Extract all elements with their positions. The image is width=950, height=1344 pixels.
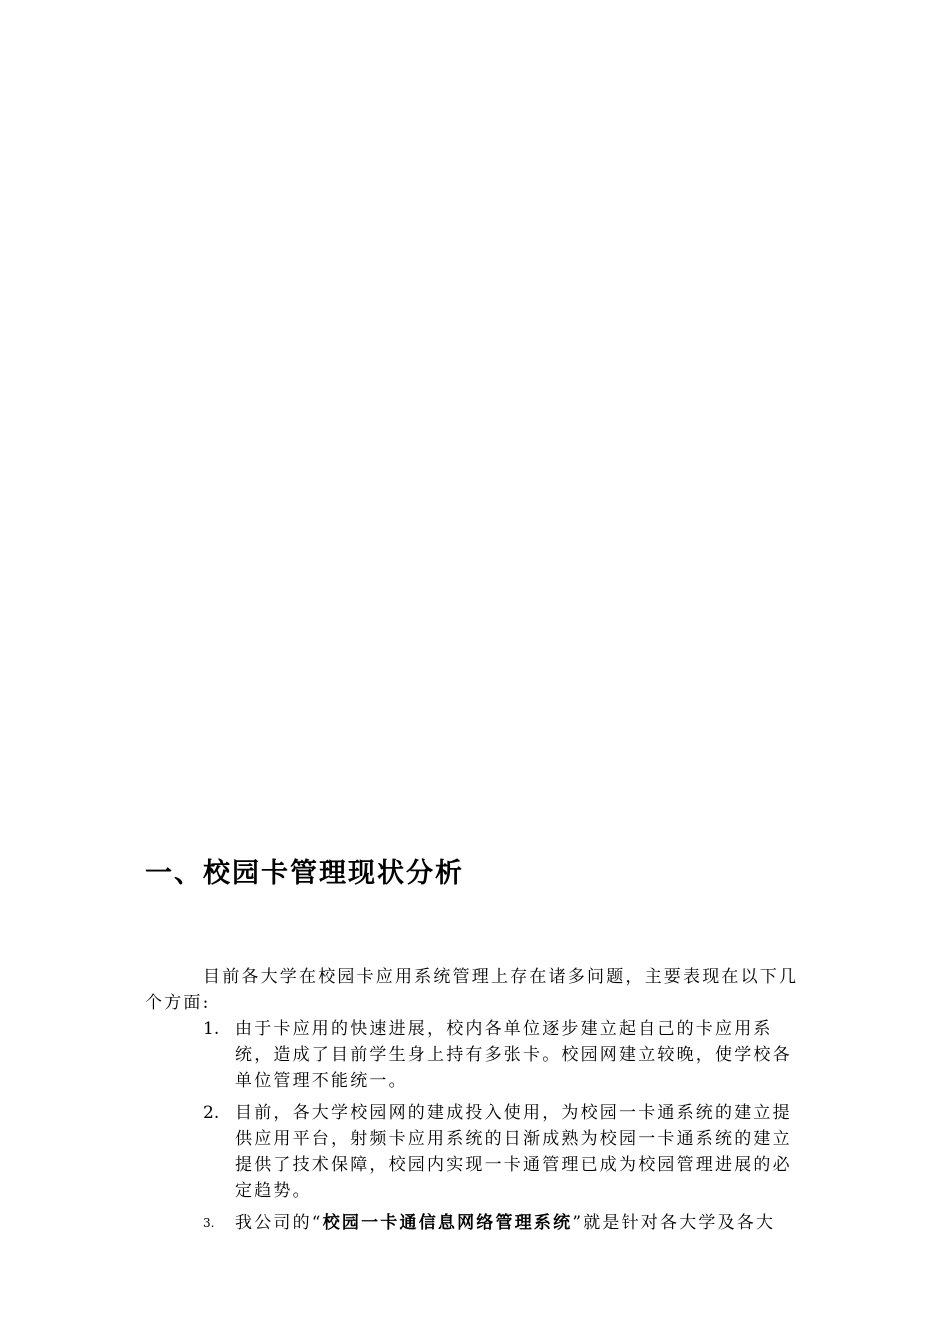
list-item [145,1210,810,1236]
list-marker: 3. [203,1216,215,1230]
list-item-prefix: 我公司的“ [235,1213,323,1233]
system-name: 校园一卡通信息网络管理系统 [322,1213,573,1233]
list-item-suffix: ”就是针对各大学及各大 [572,1213,776,1233]
section-heading: 一、校园卡管理现状分析 [145,858,464,889]
issues-list [145,1016,810,1242]
list-item [145,1100,810,1204]
list-item-text: 由于卡应用的快速进展，校内各单位逐步建立起自己的卡应用系统，造成了目前学生身上持有多张卡。校园网建立较晚，使学校各单位管理不能统一。 [235,1019,792,1091]
intro-paragraph: 目前各大学在校园卡应用系统管理上存在诸多问题，主要表现在以下几个方面: [145,967,799,1013]
list-item-text: 目前，各大学校园网的建成投入使用，为校园一卡通系统的建立提供应用平台，射频卡应用系统的日渐成熟为校园一卡通系统的建立提供了技术保障，校园内实现一卡通管理已成为校园管理进展的必定趋势。 [235,1103,792,1201]
list-item [145,1016,810,1094]
list-marker: 2. [203,1103,220,1123]
list-marker: 1. [203,1019,220,1039]
